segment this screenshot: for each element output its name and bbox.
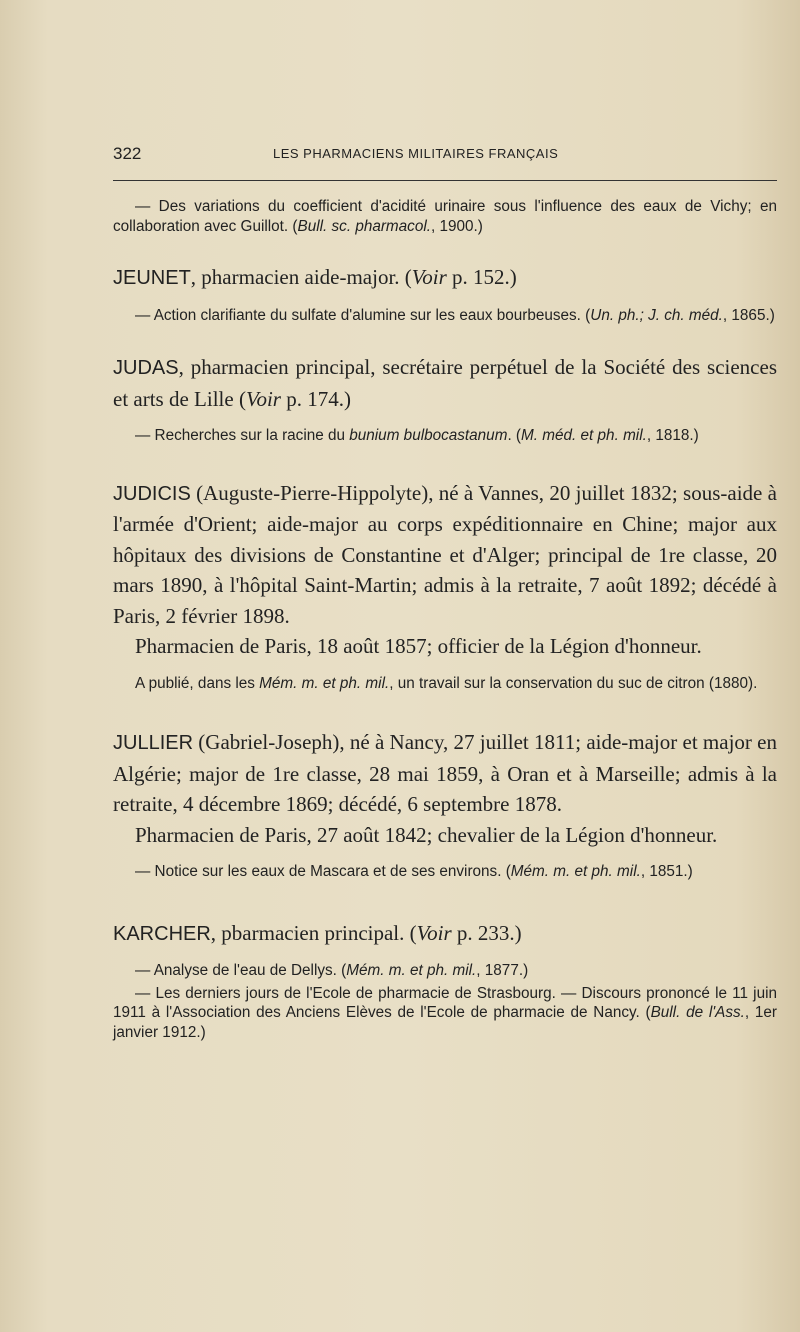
entry-name: KARCHER [113,922,211,945]
header-rule [113,180,777,181]
entry-name: JUDAS [113,357,179,379]
entry-judas: JUDAS, pharmacien principal, secrétaire perpétuel de la Société des sciences et arts de Lille (Voir p. 174.) [113,355,777,411]
running-title: LES PHARMACIENS MILITAIRES FRANÇAIS [273,146,559,161]
entry-jeunet: JEUNET, pharmacien aide-major. (Voir p. 152.) [113,265,517,289]
page-body [113,197,777,1042]
entry-name: JUDICIS [113,482,191,505]
entry-name: JULLIER [113,732,194,754]
entry-karcher-note-2: — Les derniers jours de l'Ecole de pharmacie de Strasbourg. — Discours prononcé le 11 juin 1911 à l'Association des Anciens Elèves de l'Ecole de pharmacie de Nancy. (Bull. de l'Ass., 1er janvier 1912.) [113,984,778,1041]
entry-name: JEUNET [113,267,191,289]
entry-jullier: JULLIER (Gabriel-Joseph), né à Nancy, 27 juillet 1811; aide-major et major en Algérie; major de 1re classe, 28 mai 1859, à Oran et à Marseille; admis à la retraite, 4 décembre 1869; décédé, 6 septembre 1878. [113,730,777,816]
entry-jullier-note: — Notice sur les eaux de Mascara et de ses environs. (Mém. m. et ph. mil., 1851.) [135,863,693,880]
entry-judicis-bio2: Pharmacien de Paris, 18 août 1857; officier de la Légion d'honneur. [135,634,702,658]
entry-jullier-bio2: Pharmacien de Paris, 27 août 1842; chevalier de la Légion d'honneur. [135,822,718,847]
prev-entry-note: — Des variations du coefficient d'acidité urinaire sous l'influence des eaux de Vichy; en collaboration avec Guillot. (Bull. sc. pharmacol., 1900.) [113,198,777,235]
entry-jeunet-note: — Action clarifiante du sulfate d'alumine sur les eaux bourbeuses. (Un. ph.; J. ch. méd., 1865.) [135,306,775,324]
entry-judicis: JUDICIS (Auguste-Pierre-Hippolyte), né à Vannes, 20 juillet 1832; sous-aide à l'armée d'Orient; aide-major au corps expéditionnaire en Chine; major aux hôpitaux des divisions de Constantine et d'Alger; principal de 1re classe, 20 mars 1890, à l'hôpital Saint-Martin; admis à la retraite, 7 août 1892; décédé à Paris, 2 février 1898. [113,480,777,628]
entry-karcher: KARCHER, pbarmacien principal. (Voir p. 233.) [113,920,522,945]
page-number: 322 [113,144,142,163]
page-header [113,144,777,168]
entry-karcher-note-1: — Analyse de l'eau de Dellys. (Mém. m. et ph. mil., 1877.) [135,962,529,979]
entry-judicis-note: A publié, dans les Mém. m. et ph. mil., un travail sur la conservation du suc de citron (1880). [135,674,758,692]
entry-judas-note: — Recherches sur la racine du bunium bulbocastanum. (M. méd. et ph. mil., 1818.) [135,427,699,444]
